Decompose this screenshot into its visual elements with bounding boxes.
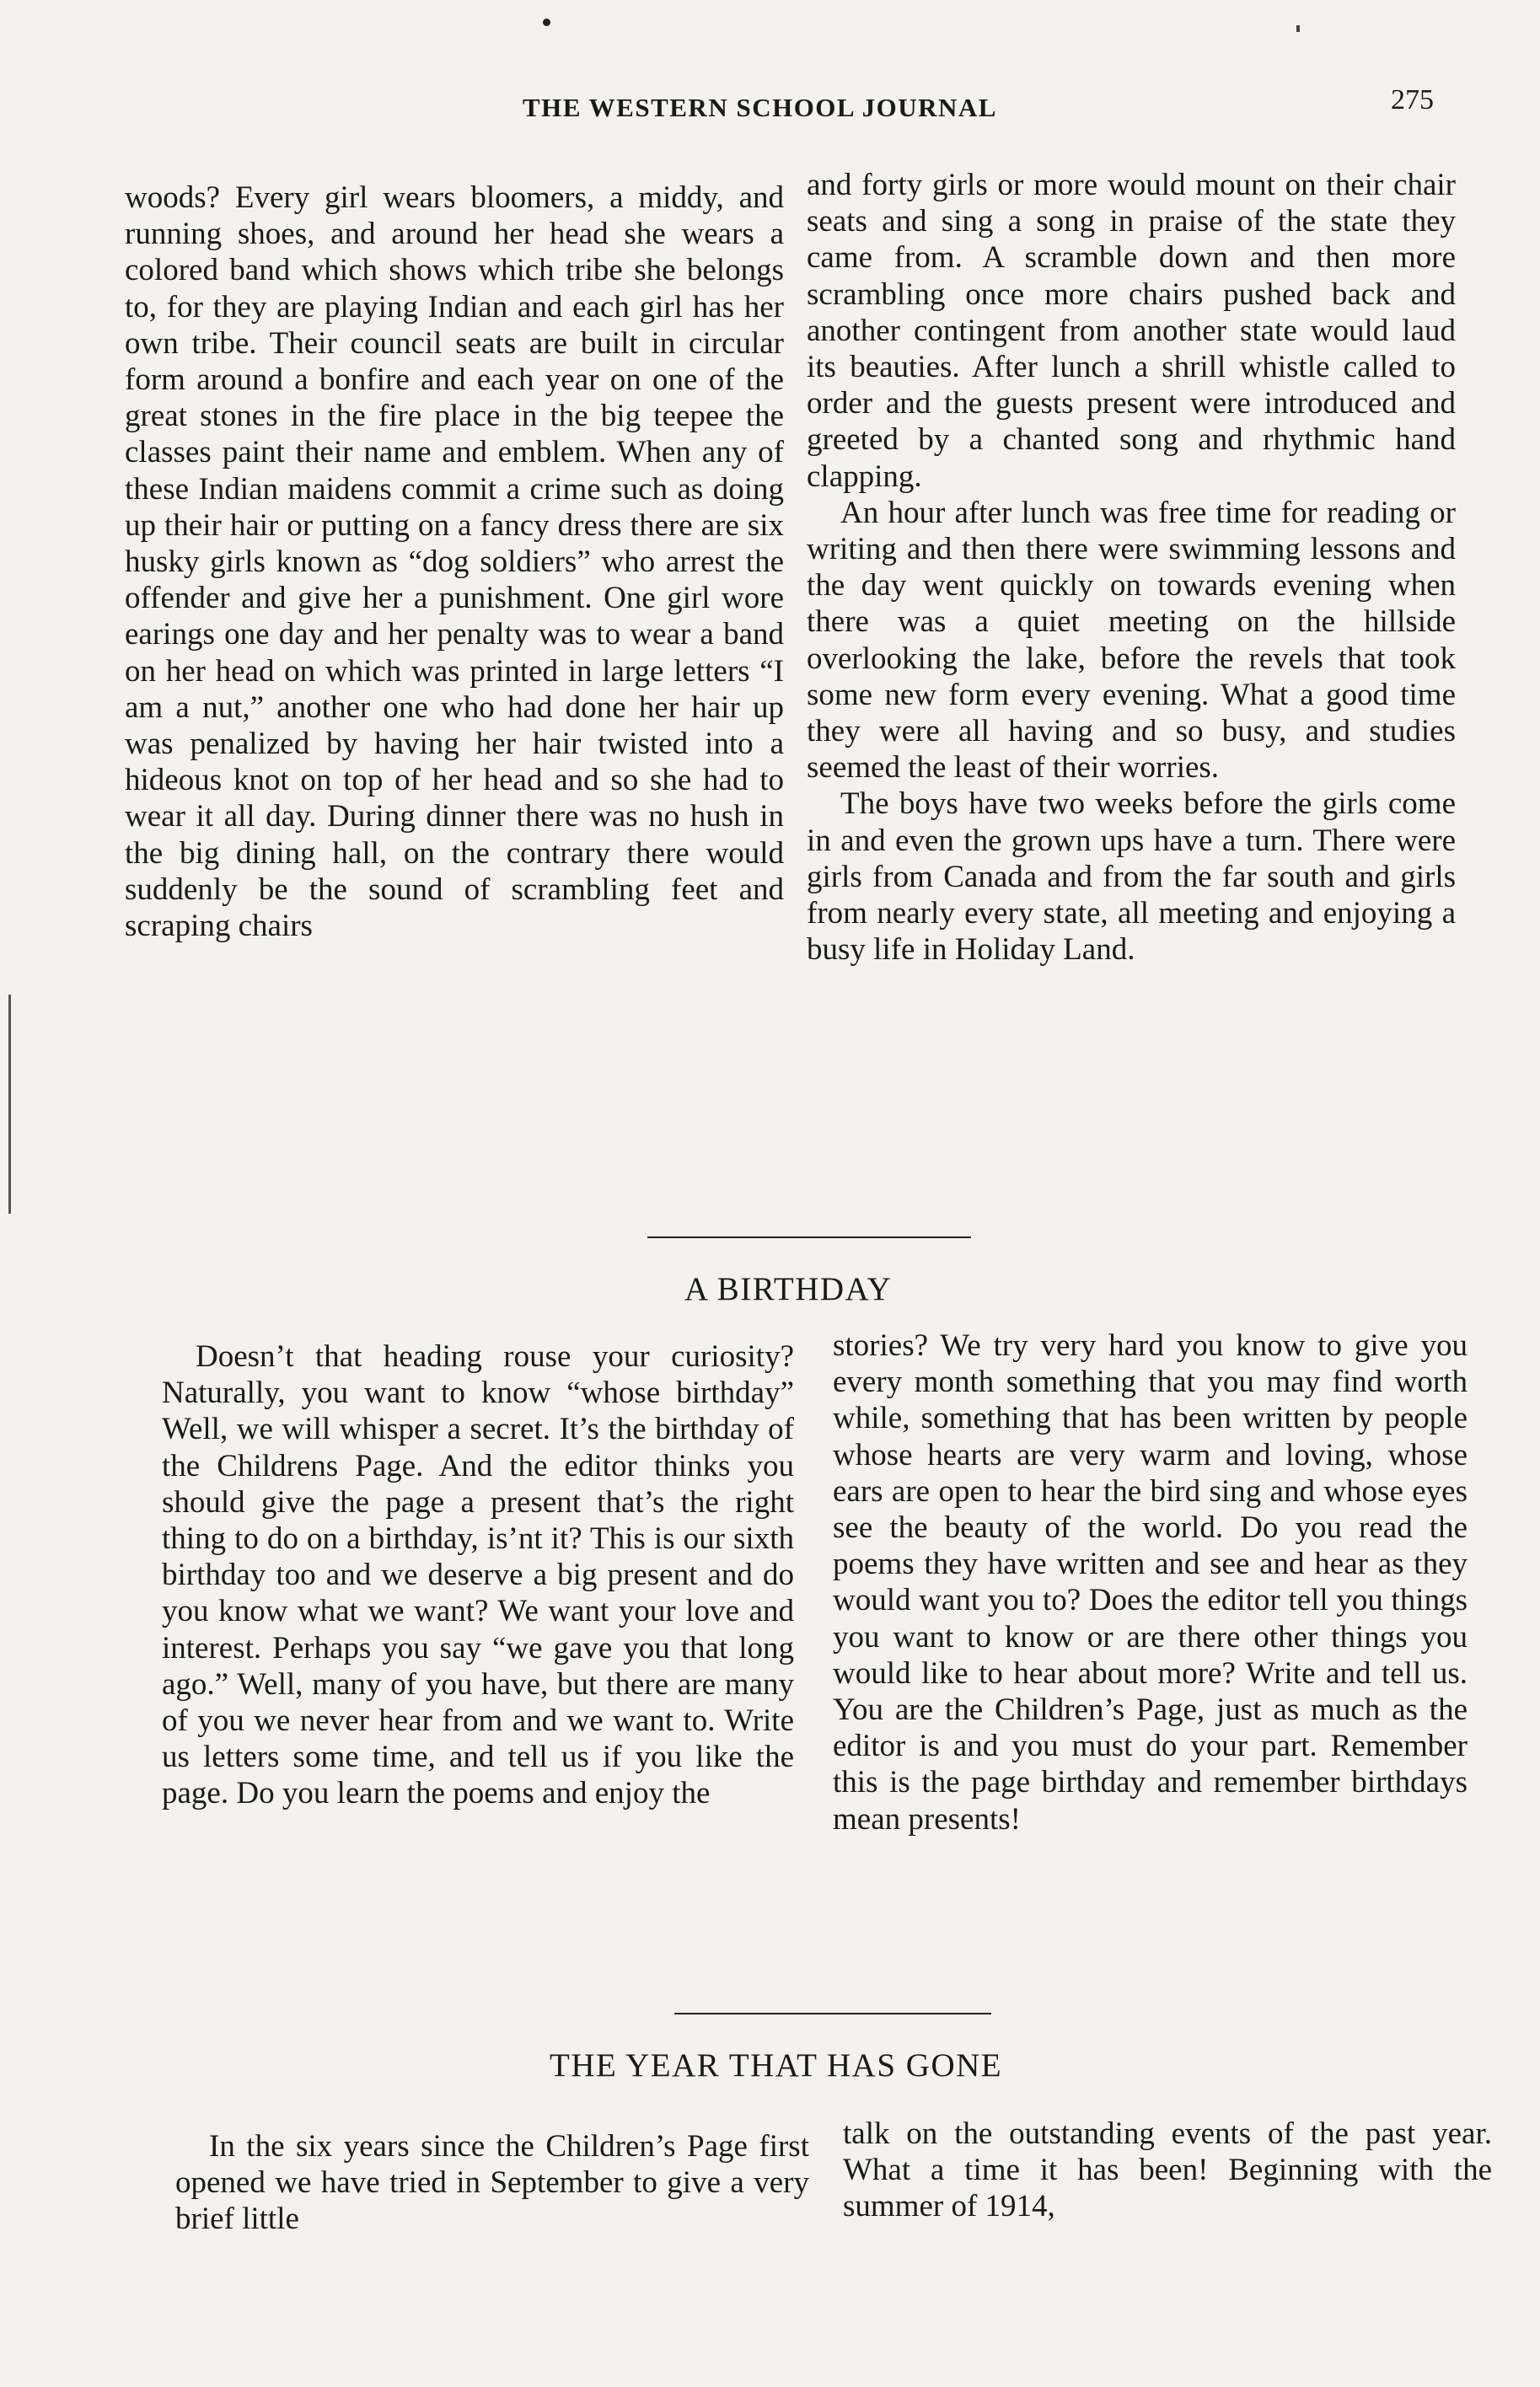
page-header (0, 83, 1540, 125)
page-number: 275 (1391, 84, 1434, 115)
article2-right-text: stories? We try very hard you know to give you every month something that you may find worth while, something that has been written by people whose hearts are very warm and loving, whose ears are open to hear the bird sing and whose eyes see the beauty of the world. Do you read the poems they have written and see and hear as they would want you to? Does the editor tell you things you want to know or are there other things you would like to hear about more? Write and tell us. You are the Children’s Page, just as much as the editor is and you must do your part. Remember this is the page birthday and remember birthdays mean presents! (833, 1328, 1468, 1837)
article2-left-text: Doesn’t that heading rouse your curiosity? Naturally, you want to know “whose birthday” Well, we will whisper a secret. It’s the birthday of the Childrens Page. And the editor thinks you should give the page a present that’s the right thing to do on a birthday, is’nt it? This is our sixth birthday too and we deserve a big present and do you know what we want? We want your love and interest. Perhaps you say “we gave you that long ago.” Well, many of you have, but there are many of you we never hear from and we want to. Write us letters some time, and tell us if you like the page. Do you learn the poems and enjoy the (162, 1339, 794, 1811)
article2-right-column (833, 1328, 1468, 1837)
article3-left-text: In the six years since the Children’s Page first opened we have tried in September to give a very brief little (175, 2129, 809, 2237)
article3-right-text: talk on the outstanding events of the past year. What a time it has been! Beginning with the summer of 1914, (843, 2116, 1492, 2224)
article1-left-column (125, 180, 784, 944)
article2-title: A BIRTHDAY (684, 1271, 893, 1307)
article3-title: THE YEAR THAT HAS GONE (550, 2047, 1003, 2084)
section-divider (674, 2013, 991, 2014)
article2-left-column (162, 1338, 794, 1812)
article1-paragraph: The boys have two weeks before the girls come in and even the grown ups have a turn. There were girls from Canada and from the far south and girls from nearly every state, all meeting and enjoying a busy life in Holiday Land. (807, 786, 1456, 968)
page-edge-line (8, 995, 11, 1214)
print-mark-small (1296, 25, 1300, 32)
article1-paragraph: and forty girls or more would mount on their chair seats and sing a song in praise of the state they came from. A scramble down and then more scrambling once more chairs pushed back and another contingent from another state would laud its beauties. After lunch a shrill whistle called to order and the guests present were introduced and greeted by a chanted song and rhythmic hand clapping. (807, 168, 1456, 494)
article3-left-column (175, 2128, 809, 2238)
article1-paragraph: An hour after lunch was free time for reading or writing and then there were swimming lessons and the day went quickly on towards evening when there was a quiet meeting on the hillside overlooking the lake, before the revels that took some new form every evening. What a good time they were all having and so busy, and studies seemed the least of their worries. (807, 495, 1456, 786)
article3-right-column (843, 2116, 1492, 2225)
article1-right-column (807, 167, 1456, 968)
section-divider (647, 1236, 971, 1238)
running-head: THE WESTERN SCHOOL JOURNAL (523, 93, 997, 122)
print-mark (543, 19, 550, 26)
article1-left-text: woods? Every girl wears bloomers, a middy, and running shoes, and around her head she wears a colored band which shows which tribe she belongs to, for they are playing Indian and each girl has her own tribe. Their council seats are built in circular form around a bonfire and each year on one of the great stones in the fire place in the big teepee the classes paint their name and emblem. When any of these Indian maidens commit a crime such as doing up their hair or putting on a fancy dress there are six husky girls known as “dog soldiers” who arrest the offender and give her a punishment. One girl wore earings one day and her penalty was to wear a band on her head on which was printed in large letters “I am a nut,” another one who had done her hair up was penalized by having her hair twisted into a hideous knot on top of her head and so she had to wear it all day. During dinner there was no hush in the big dining hall, on the contrary there would suddenly be the sound of scrambling feet and scraping chairs (125, 180, 784, 944)
